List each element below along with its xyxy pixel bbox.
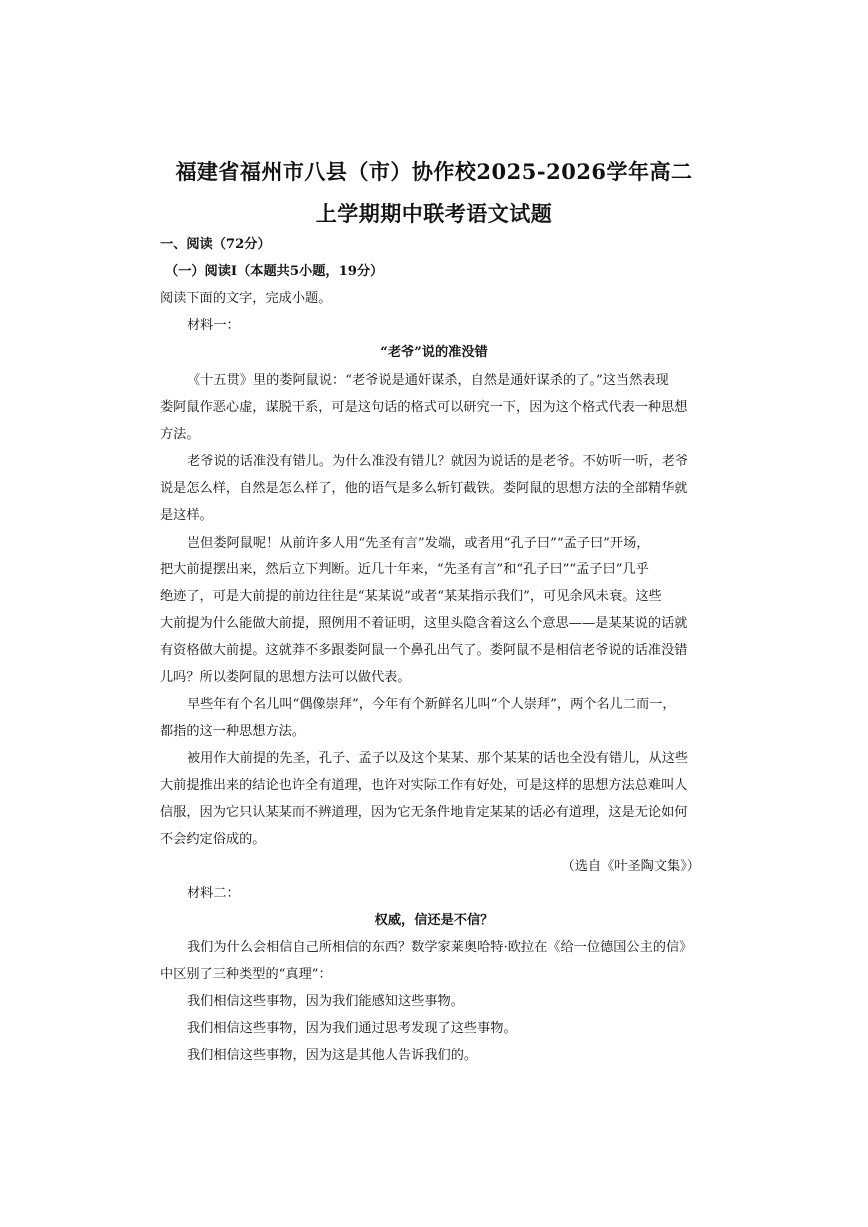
paragraph-line: 大前提推出来的结论也许全有道理，也许对实际工作有好处，可是这样的思想方法总难叫人: [160, 778, 688, 793]
paragraph-line: 岂但娄阿鼠呢！从前许多人用“先圣有言”发端，或者用“孔子曰”“孟子曰”开场，: [187, 536, 650, 551]
paragraph-line: 是这样。: [160, 508, 213, 523]
source-citation: （选自《叶圣陶文集》）: [561, 859, 700, 874]
exam-title-line-2: 上学期期中联考语文试题: [315, 201, 553, 226]
material-2-label: 材料二：: [187, 886, 240, 901]
paragraph-line: 早些年有个名儿叫“偶像崇拜”，今年有个新鲜名儿叫“个人崇拜”，两个名儿二而一，: [187, 697, 676, 712]
paragraph-line: 老爷说的话准没有错儿。为什么准没有错儿？就因为说话的是老爷。不妨听一听，老爷: [187, 454, 689, 469]
paragraph-line: 信服，因为它只认某某而不辨道理，因为它无条件地肯定某某的话必有道理，这是无论如何: [160, 805, 688, 820]
paragraph-line: 我们相信这些事物，因为这是其他人告诉我们的。: [187, 1048, 478, 1063]
paragraph-line: 都指的这一种思想方法。: [160, 724, 306, 739]
material-2-title: 权威，信还是不信？: [374, 913, 494, 928]
paragraph-line: 《十五贯》里的娄阿鼠说：“老爷说是通奸谋杀，自然是通奸谋杀的了。”这当然表现: [187, 373, 669, 388]
paragraph-line: 我们相信这些事物，因为我们能感知这些事物。: [187, 994, 464, 1009]
subsection-heading: （一）阅读Ⅰ（本题共5小题，19分）: [165, 264, 384, 279]
paragraph-line: 被用作大前提的先圣，孔子、孟子以及这个某某、那个某某的话也全没有错儿，从这些: [187, 751, 689, 766]
paragraph-line: 绝迹了，可是大前提的前边往往是“某某说”或者“某某指示我们”，可见余风未衰。这些: [160, 589, 662, 604]
paragraph-line: 中区别了三种类型的“真理”：: [160, 967, 332, 982]
paragraph-line: 说是怎么样，自然是怎么样了，他的语气是多么斩钉截铁。娄阿鼠的思想方法的全部精华就: [160, 481, 688, 496]
paragraph-line: 不会约定俗成的。: [160, 832, 266, 847]
paragraph-line: 大前提为什么能做大前提，照例用不着证明，这里头隐含着这么个意思——是某某说的话就: [160, 616, 688, 631]
instruction-text: 阅读下面的文字，完成小题。: [160, 291, 332, 306]
paragraph-line: 有资格做大前提。这就莽不多跟娄阿鼠一个鼻孔出气了。娄阿鼠不是相信老爷说的话准没错: [160, 643, 688, 658]
section-heading: 一、阅读（72分）: [160, 237, 271, 252]
paragraph-line: 把大前提摆出来，然后立下判断。近几十年来，“先圣有言”和“孔子曰”“孟子曰”几乎: [160, 562, 649, 577]
paragraph-line: 方法。: [160, 427, 200, 442]
paragraph-line: 我们相信这些事物，因为我们通过思考发现了这些事物。: [187, 1021, 517, 1036]
material-1-title: “老爷”说的准没错: [380, 345, 488, 360]
paragraph-line: 娄阿鼠作恶心虚，谋脱干系，可是这句话的格式可以研究一下，因为这个格式代表一种思想: [160, 400, 688, 415]
paragraph-line: 我们为什么会相信自己所相信的东西？数学家莱奥哈特·欧拉在《给一位德国公主的信》: [187, 940, 693, 955]
exam-title-line-1: 福建省福州市八县（市）协作校2025-2026学年高二: [175, 159, 693, 184]
material-1-label: 材料一：: [187, 318, 240, 333]
paragraph-line: 儿吗？所以娄阿鼠的思想方法可以做代表。: [160, 670, 411, 685]
